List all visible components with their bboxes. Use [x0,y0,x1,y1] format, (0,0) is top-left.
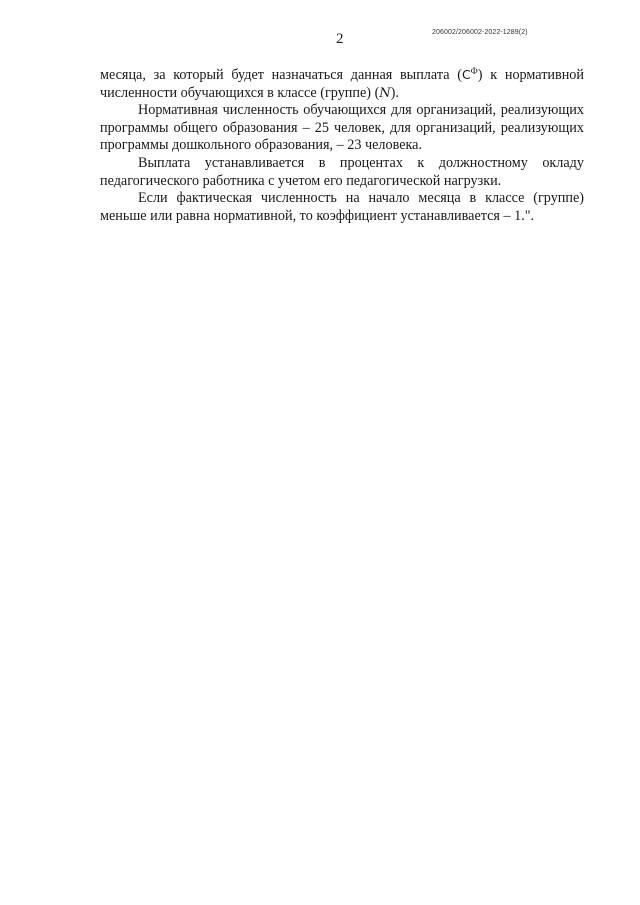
paragraph-text: ). [390,84,399,101]
formula-variable-n: N [379,85,391,101]
paragraph-coefficient-rule: Если фактическая численность на начало месяца в классе (группе) меньше или равна нормативной, то коэффициент устанавливается – 1.". [100,190,584,224]
paragraph-text: ) к нормативной численности обучающихся в классе (группе) ( [100,67,584,101]
paragraph-continuation [100,66,584,102]
formula-superscript-f: Ф [470,66,478,76]
formula-variable-c: С [461,67,471,82]
paragraph-normative-count: Нормативная численность обучающихся для организаций, реализующих программы общего образования – 25 человек, для организаций, реализующих программы дошкольного образования, – 23 человека. [100,102,584,154]
paragraph-text: месяца, за который будет назначаться данная выплата ( [100,67,462,83]
document-body [100,66,584,225]
page-number: 2 [336,31,344,47]
document-id: 206002/206002-2022-1289(2) [432,29,528,36]
paragraph-payment-percent: Выплата устанавливается в процентах к должностному окладу педагогического работника с учетом его педагогической нагрузки. [100,154,584,189]
